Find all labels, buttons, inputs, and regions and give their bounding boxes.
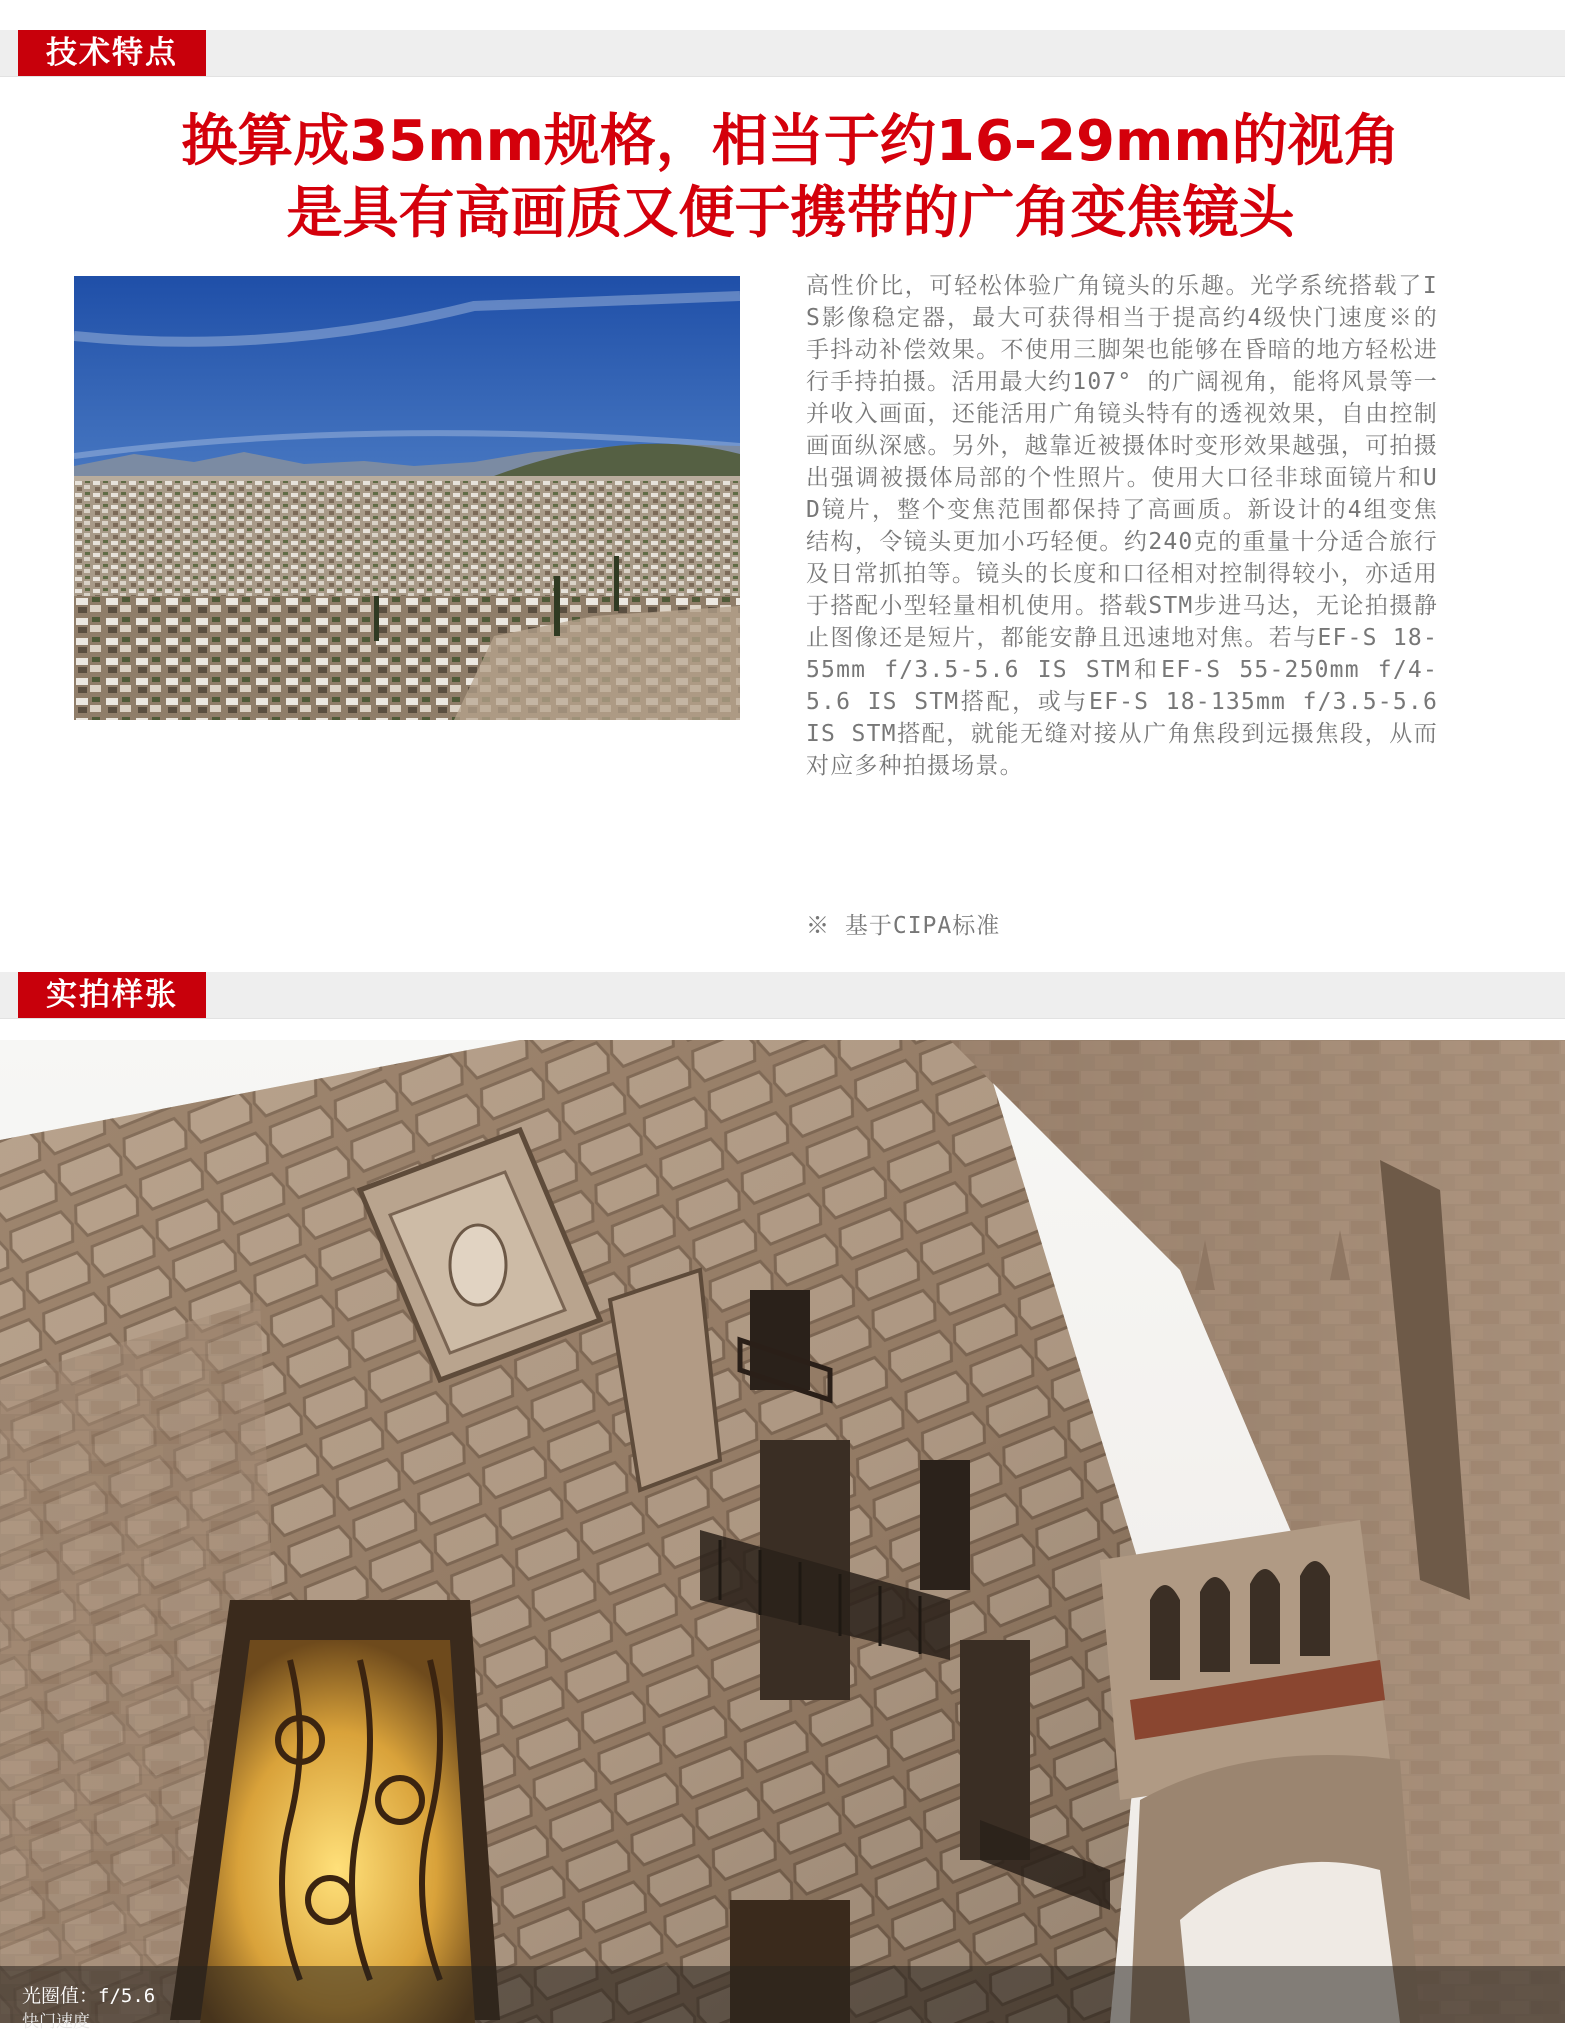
headline-line-1: 换算成35mm规格，相当于约16-29mm的视角 bbox=[181, 109, 1400, 174]
headline bbox=[0, 106, 1581, 250]
section-header-samples bbox=[0, 972, 1565, 1019]
exif-extra: 快门速度 bbox=[22, 2012, 90, 2032]
section-label-tech: 技术特点 bbox=[18, 30, 206, 76]
sample-photo bbox=[0, 1040, 1565, 2023]
caption-band bbox=[0, 1966, 1565, 2023]
exif-aperture: 光圈值：f/5.6 bbox=[22, 1985, 156, 2007]
footnote: ※ 基于CIPA标准 bbox=[806, 913, 1001, 939]
headline-line-2: 是具有高画质又便于携带的广角变焦镜头 bbox=[286, 181, 1295, 246]
description-text: 高性价比，可轻松体验广角镜头的乐趣。光学系统搭载了IS影像稳定器，最大可获得相当于提高约4级快门速度※的手抖动补偿效果。不使用三脚架也能够在昏暗的地方轻松进行手持拍摄。活用最大约107° 的广阔视角，能将风景等一并收入画面，还能活用广角镜头特有的透视效果，自由控制画面纵深感。另外，越靠近被摄体时变形效果越强，可拍摄出强调被摄体局部的个性照片。使用大口径非球面镜片和UD镜片，整个变焦范围都保持了高画质。新设计的4组变焦结构，令镜头更加小巧轻便。约240克的重量十分适合旅行及日常抓拍等。镜头的长度和口径相对控制得较小，亦适用于搭配小型轻量相机使用。搭载STM步进马达，无论拍摄静止图像还是短片，都能安静且迅速地对焦。若与EF-S 18-55mm f/3.5-5.6 IS STM和EF-S 55-250mm f/4-5.6 IS STM搭配，或与EF-S 18-135mm f/3.5-5.6 IS STM搭配，就能无缝对接从广角焦段到远摄焦段，从而对应多种拍摄场景。 bbox=[806, 273, 1438, 779]
section-header-tech bbox=[0, 30, 1565, 77]
landscape-photo bbox=[74, 276, 740, 720]
section-label-samples: 实拍样张 bbox=[18, 972, 206, 1018]
